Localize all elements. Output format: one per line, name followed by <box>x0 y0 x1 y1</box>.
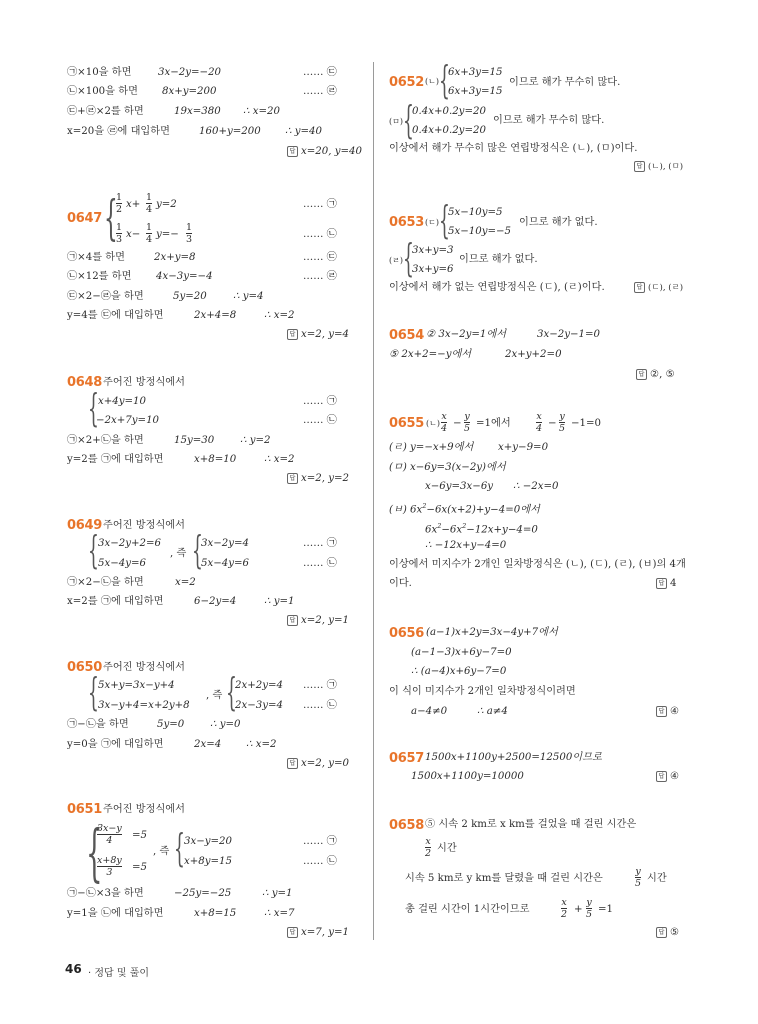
left-brace-icon: { <box>226 670 237 714</box>
left-brace-icon: { <box>439 58 450 102</box>
choice-marker: (ㄷ) <box>425 218 439 227</box>
fraction: 1 4 <box>146 192 153 215</box>
step-text: ㉠×10을 하면 <box>67 67 132 78</box>
answer-mark-icon: 답 <box>636 369 647 380</box>
left-brace-icon: { <box>88 386 99 430</box>
answer: 답 (ㄴ), (ㅁ) <box>634 160 683 174</box>
step-text: ㉢+㉣×2를 하면 <box>67 106 144 117</box>
equation: ∴ −2x=0 <box>513 481 559 492</box>
step-text: y=2를 ㉠에 대입하면 <box>67 454 164 465</box>
equation-tag: …… ㉡ <box>303 229 337 240</box>
statement-text: ⑤ 시속 2 km로 x km를 걸었을 때 걸린 시간은 <box>425 819 637 830</box>
step-text: ㉠−㉡×3을 하면 <box>67 888 144 899</box>
equation: y=2 <box>156 199 177 210</box>
left-brace-icon: { <box>192 528 203 572</box>
step-text: ㉡×100을 하면 <box>67 86 138 97</box>
statement-text: 이 식이 미지수가 2개인 일차방정식이려면 <box>389 686 576 697</box>
conclusion-text: 이다. <box>389 578 412 589</box>
unit-text: 시간 <box>647 873 667 884</box>
answer-mark-icon: 답 <box>287 473 298 484</box>
equation: 2x+4=8 <box>194 310 237 321</box>
equation: 160+y=200 <box>199 126 261 137</box>
equation: 0.4x+0.2y=20 <box>412 125 486 136</box>
statement-text: 이므로 해가 무수히 많다. <box>493 115 605 126</box>
answer: 답 x=2, y=2 <box>287 472 349 486</box>
answer: 답 ②, ⑤ <box>636 368 675 382</box>
equation: 2x+y=8 <box>154 252 196 263</box>
equation: ∴ y=4 <box>233 291 264 302</box>
equation: 4x−3y=−4 <box>156 271 213 282</box>
operator: + <box>574 904 583 915</box>
conclusion-text: 이상에서 해가 없는 연립방정식은 (ㄷ), (ㄹ)이다. <box>389 282 605 293</box>
equation: =5 <box>132 830 148 841</box>
equation: 5x−4y=6 <box>98 558 147 569</box>
equation: ⑤ 2x+2=−y에서 <box>389 349 472 360</box>
answer-mark-icon: 답 <box>287 615 298 626</box>
equation: ∴ (a−4)x+6y−7=0 <box>411 666 507 677</box>
equation: x+8=10 <box>194 454 237 465</box>
equation: =5 <box>132 862 148 873</box>
equation-tag: …… ㉣ <box>303 271 337 282</box>
equation: ∴ y=1 <box>262 888 293 899</box>
equation-tag: …… ㉠ <box>303 396 337 407</box>
step-text: ㉠×2+㉡을 하면 <box>67 435 144 446</box>
equation: y=− <box>156 229 179 240</box>
fraction: 1 3 <box>186 222 193 245</box>
statement-text: 총 걸린 시간이 1시간이므로 <box>405 904 530 915</box>
separator-text: , 즉 <box>170 548 187 559</box>
left-brace-icon: { <box>88 670 99 714</box>
equation: 3x+y=3 <box>412 245 454 256</box>
equation-tag: …… ㉠ <box>303 680 337 691</box>
equation: x+8=15 <box>194 908 237 919</box>
answer: 답 ④ <box>656 770 679 784</box>
unit-text: 시간 <box>437 843 457 854</box>
answer-mark-icon: 답 <box>287 146 298 157</box>
equation: a−4≠0 <box>411 706 448 717</box>
equation: 5x−10y=−5 <box>448 226 512 237</box>
answer: 답 x=2, y=1 <box>287 614 349 628</box>
problem-number: 0652 <box>389 75 424 90</box>
problem-number: 0647 <box>67 211 102 226</box>
fraction: y 5 <box>635 866 642 889</box>
problem-number: 0655 <box>389 416 424 431</box>
statement-text: 이므로 해가 무수히 많다. <box>509 77 621 88</box>
answer-mark-icon: 답 <box>287 758 298 769</box>
fraction: 1 4 <box>146 222 153 245</box>
fraction: y 5 <box>586 897 593 920</box>
equation-tag: …… ㉡ <box>303 415 337 426</box>
fraction: x 2 <box>561 897 568 920</box>
step-text: y=0을 ㉠에 대입하면 <box>67 739 164 750</box>
equation: 2x−3y=4 <box>235 700 284 711</box>
fraction: y 5 <box>559 411 566 434</box>
equation-tag: …… ㉡ <box>303 558 337 569</box>
left-brace-icon: { <box>88 528 99 572</box>
equation: ∴ x=2 <box>264 310 295 321</box>
choice-marker: (ㄴ) <box>425 77 439 86</box>
answer-mark-icon: 답 <box>287 927 298 938</box>
step-text: ㉠×2−㉡을 하면 <box>67 577 144 588</box>
fraction: x 4 <box>441 411 448 434</box>
equation: x− <box>126 229 141 240</box>
equation: =1에서 <box>476 418 511 429</box>
equation: −2x+7y=10 <box>96 415 160 426</box>
left-brace-icon: { <box>403 98 414 142</box>
equation-tag: …… ㉣ <box>303 86 337 97</box>
fraction: x 2 <box>425 836 432 859</box>
answer-mark-icon: 답 <box>634 161 645 172</box>
answer-mark-icon: 답 <box>656 771 667 782</box>
equation: (ㄹ) y=−x+9에서 <box>389 442 474 453</box>
step-text: ㉠−㉡을 하면 <box>67 719 129 730</box>
equation: =1 <box>598 904 614 915</box>
answer-mark-icon: 답 <box>656 927 667 938</box>
equation-tag: …… ㉢ <box>303 67 337 78</box>
intro-text: 주어진 방정식에서 <box>103 804 185 815</box>
statement-text: 시속 5 km로 y km를 달렸을 때 걸린 시간은 <box>405 873 603 884</box>
equation: 0.4x+0.2y=20 <box>412 106 486 117</box>
equation: 3x−2y=4 <box>201 538 250 549</box>
equation: x+y−9=0 <box>498 442 549 453</box>
equation: −25y=−25 <box>174 888 232 899</box>
intro-text: 주어진 방정식에서 <box>103 662 185 673</box>
equation: 1500x+1100y+2500=12500이므로 <box>425 752 602 763</box>
equation: 5y=0 <box>157 719 185 730</box>
left-brace-icon: { <box>104 190 118 246</box>
equation-tag: …… ㉡ <box>303 700 337 711</box>
left-brace-icon: { <box>174 826 185 870</box>
equation: 3x−y=20 <box>184 836 233 847</box>
fraction: 1 2 <box>116 192 123 215</box>
equation: ∴ x=20 <box>243 106 280 117</box>
equation: (a−1)x+2y=3x−4y+7에서 <box>426 627 558 638</box>
equation: 2x=4 <box>194 739 222 750</box>
choice-marker: (ㅁ) <box>389 117 403 126</box>
intro-text: 주어진 방정식에서 <box>103 520 185 531</box>
equation: 6−2y=4 <box>194 596 237 607</box>
answer: 답 ⑤ <box>656 926 679 940</box>
problem-number: 0656 <box>389 626 424 641</box>
step-text: x=20을 ㉣에 대입하면 <box>67 126 170 137</box>
answer: 답 x=7, y=1 <box>287 926 349 940</box>
choice-marker: (ㄹ) <box>389 256 403 265</box>
equation: x+8y=15 <box>184 856 233 867</box>
intro-text: 주어진 방정식에서 <box>103 377 185 388</box>
fraction: x 4 <box>536 411 543 434</box>
footer-label: · 정답 및 풀이 <box>88 968 150 979</box>
equation: 6x+3y=15 <box>448 67 503 78</box>
operator: − <box>453 418 462 429</box>
equation: ∴ y=0 <box>210 719 241 730</box>
problem-number: 0651 <box>67 802 102 817</box>
equation: (a−1−3)x+6y−7=0 <box>411 647 512 658</box>
fraction: 1 3 <box>116 222 123 245</box>
choice-marker: (ㄴ) <box>426 419 440 428</box>
equation: 5x+y=3x−y+4 <box>98 680 175 691</box>
equation: ∴ x=7 <box>264 908 295 919</box>
problem-number: 0648 <box>67 375 102 390</box>
left-brace-icon: { <box>86 816 103 889</box>
equation-tag: …… ㉠ <box>303 199 337 210</box>
equation: ∴ y=2 <box>240 435 271 446</box>
equation: 5x−4y=6 <box>201 558 250 569</box>
answer: 답 x=2, y=0 <box>287 757 349 771</box>
step-text: ㉢×2−㉣을 하면 <box>67 291 144 302</box>
separator-text: , 즉 <box>153 846 170 857</box>
answer: 답 x=2, y=4 <box>287 328 349 342</box>
problem-number: 0657 <box>389 751 424 766</box>
step-text: ㉡×12를 하면 <box>67 271 132 282</box>
equation: 6x+3y=15 <box>448 86 503 97</box>
step-text: y=4를 ㉢에 대입하면 <box>67 310 164 321</box>
equation: ② 3x−2y=1에서 <box>426 329 507 340</box>
equation: (ㅂ) $6x^2-6x(x+2)+y-4=0$에서 <box>389 502 540 516</box>
page-number: 46 <box>65 962 82 976</box>
step-text: y=1을 ㉡에 대입하면 <box>67 908 164 919</box>
equation-tag: …… ㉠ <box>303 836 337 847</box>
separator-text: , 즉 <box>206 690 223 701</box>
equation: (ㅁ) x−6y=3(x−2y)에서 <box>389 462 506 473</box>
equation: 3x−2y=−20 <box>158 67 222 78</box>
conclusion-text: 이상에서 미지수가 2개인 일차방정식은 (ㄴ), (ㄷ), (ㄹ), (ㅂ)의 4개 <box>389 559 686 570</box>
equation: 3x−y+4=x+2y+8 <box>98 700 190 711</box>
equation-tag: …… ㉡ <box>303 856 337 867</box>
left-brace-icon: { <box>439 198 450 242</box>
equation: 8x+y=200 <box>162 86 217 97</box>
equation: x+4y=10 <box>98 396 147 407</box>
answer-mark-icon: 답 <box>656 706 667 717</box>
operator: − <box>548 418 557 429</box>
problem-number: 0650 <box>67 660 102 675</box>
equation: ∴ −12x+y−4=0 <box>425 540 507 551</box>
problem-number: 0654 <box>389 328 424 343</box>
answer-mark-icon: 답 <box>634 282 645 293</box>
equation: 5y=20 <box>173 291 207 302</box>
step-text: x=2를 ㉠에 대입하면 <box>67 596 164 607</box>
fraction: y 5 <box>464 411 471 434</box>
equation: 2x+y+2=0 <box>505 349 562 360</box>
answer: 답 ④ <box>656 705 679 719</box>
problem-number: 0649 <box>67 518 102 533</box>
equation: ∴ x=2 <box>264 454 295 465</box>
equation: $6x^2-6x^2-12x+y-4=0$ <box>425 522 538 536</box>
equation: ∴ y=1 <box>264 596 295 607</box>
equation: 5x−10y=5 <box>448 207 503 218</box>
equation: x=2 <box>175 577 196 588</box>
equation: ∴ a≠4 <box>477 706 508 717</box>
equation: ∴ y=40 <box>285 126 322 137</box>
statement-text: 이므로 해가 없다. <box>519 217 598 228</box>
equation: −1=0 <box>571 418 602 429</box>
equation: x+ <box>126 199 141 210</box>
conclusion-text: 이상에서 해가 무수히 많은 연립방정식은 (ㄴ), (ㅁ)이다. <box>389 143 638 154</box>
equation: 3x−2y−1=0 <box>537 329 601 340</box>
equation-tag: …… ㉢ <box>303 252 337 263</box>
equation: x−6y=3x−6y <box>425 481 494 492</box>
answer: 답 x=20, y=40 <box>287 145 362 159</box>
answer-mark-icon: 답 <box>656 578 667 589</box>
statement-text: 이므로 해가 없다. <box>459 254 538 265</box>
equation: 3x−2y+2=6 <box>98 538 162 549</box>
equation-tag: …… ㉠ <box>303 538 337 549</box>
answer: 답 (ㄷ), (ㄹ) <box>634 281 683 295</box>
fraction: 3x−y 4 <box>97 823 122 846</box>
answer: 답 4 <box>656 577 676 591</box>
fraction: x+8y 3 <box>97 855 122 878</box>
equation: 15y=30 <box>174 435 215 446</box>
answer-mark-icon: 답 <box>287 329 298 340</box>
equation: 1500x+1100y=10000 <box>411 771 524 782</box>
step-text: ㉠×4를 하면 <box>67 252 125 263</box>
equation: 2x+2y=4 <box>235 680 284 691</box>
column-divider <box>373 62 374 940</box>
equation: 19x=380 <box>174 106 221 117</box>
problem-number: 0653 <box>389 215 424 230</box>
equation: ∴ x=2 <box>246 739 277 750</box>
problem-number: 0658 <box>389 818 424 833</box>
equation: 3x+y=6 <box>412 264 454 275</box>
left-brace-icon: { <box>403 236 414 280</box>
